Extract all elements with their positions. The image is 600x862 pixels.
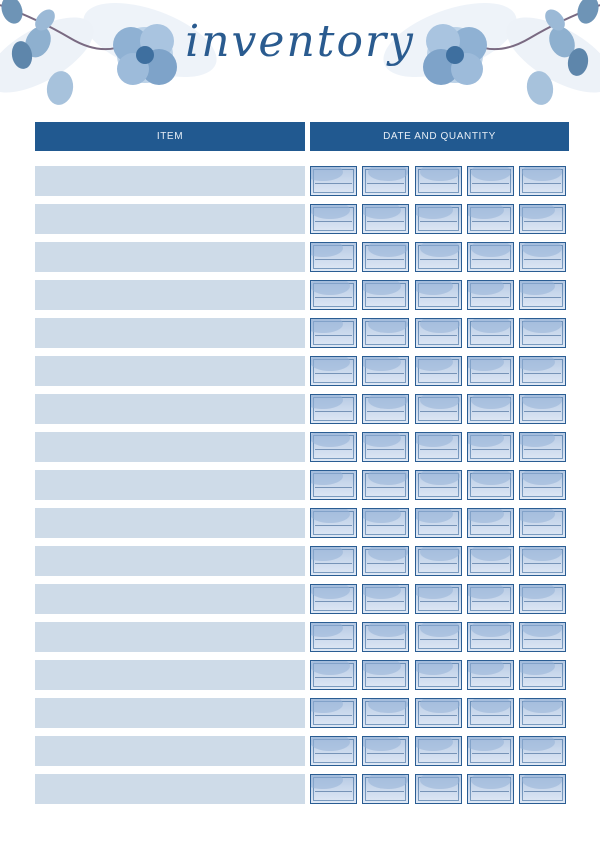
date-quantity-box[interactable] [415, 660, 462, 690]
watercolor-wash-decoration [415, 432, 453, 447]
watercolor-wash-decoration [420, 242, 460, 257]
date-quantity-box[interactable] [362, 318, 409, 348]
watercolor-wash-decoration [467, 280, 504, 295]
item-entry-field[interactable] [35, 546, 305, 576]
date-quantity-column-header: DATE AND QUANTITY [310, 122, 569, 151]
watercolor-wash-decoration [310, 204, 350, 219]
watercolor-wash-decoration [368, 698, 408, 713]
watercolor-wash-decoration [362, 736, 401, 751]
date-quantity-box[interactable] [362, 546, 409, 576]
date-quantity-box[interactable] [467, 698, 514, 728]
date-quantity-box[interactable] [467, 546, 514, 576]
watercolor-wash-decoration [420, 622, 460, 637]
date-quantity-box[interactable] [310, 508, 357, 538]
date-quantity-box[interactable] [467, 508, 514, 538]
watercolor-wash-decoration [519, 736, 555, 751]
watercolor-wash-decoration [310, 622, 343, 637]
watercolor-wash-decoration [362, 660, 401, 675]
watercolor-wash-decoration [368, 318, 408, 333]
date-quantity-box[interactable] [519, 318, 566, 348]
date-quantity-box[interactable] [519, 166, 566, 196]
date-quantity-box[interactable] [467, 432, 514, 462]
date-quantity-box[interactable] [310, 736, 357, 766]
date-quantity-box[interactable] [519, 356, 566, 386]
watercolor-wash-decoration [522, 394, 562, 409]
watercolor-wash-decoration [467, 508, 504, 523]
watercolor-wash-decoration [415, 584, 453, 599]
item-entry-field[interactable] [35, 698, 305, 728]
watercolor-wash-decoration [368, 622, 408, 637]
date-quantity-box[interactable] [362, 736, 409, 766]
watercolor-wash-decoration [415, 204, 453, 219]
watercolor-wash-decoration [415, 508, 453, 523]
date-quantity-box[interactable] [362, 508, 409, 538]
watercolor-wash-decoration [415, 736, 453, 751]
item-entry-field[interactable] [35, 432, 305, 462]
item-entry-field[interactable] [35, 166, 305, 196]
date-quantity-box[interactable] [415, 584, 462, 614]
date-quantity-box[interactable] [310, 774, 357, 804]
item-entry-field[interactable] [35, 660, 305, 690]
date-quantity-box[interactable] [519, 204, 566, 234]
date-quantity-box[interactable] [467, 660, 514, 690]
date-quantity-box[interactable] [519, 508, 566, 538]
date-quantity-box[interactable] [362, 280, 409, 310]
watercolor-wash-decoration [471, 774, 511, 789]
date-quantity-box[interactable] [310, 318, 357, 348]
date-quantity-box[interactable] [519, 432, 566, 462]
table-row [0, 470, 600, 500]
item-entry-field[interactable] [35, 584, 305, 614]
table-row [0, 318, 600, 348]
watercolor-wash-decoration [420, 546, 460, 561]
watercolor-wash-decoration [310, 546, 343, 561]
watercolor-wash-decoration [310, 432, 350, 447]
watercolor-wash-decoration [522, 622, 562, 637]
watercolor-wash-decoration [522, 318, 562, 333]
page-title: inventory [185, 16, 415, 67]
watercolor-wash-decoration [362, 508, 401, 523]
watercolor-wash-decoration [471, 318, 511, 333]
date-quantity-box[interactable] [467, 584, 514, 614]
table-row [0, 242, 600, 272]
date-quantity-box[interactable] [310, 546, 357, 576]
date-quantity-box[interactable] [310, 584, 357, 614]
table-row [0, 280, 600, 310]
date-quantity-box[interactable] [519, 622, 566, 652]
watercolor-wash-decoration [471, 166, 511, 181]
date-quantity-box[interactable] [467, 356, 514, 386]
date-quantity-box[interactable] [519, 546, 566, 576]
date-quantity-box[interactable] [362, 584, 409, 614]
date-quantity-box[interactable] [310, 242, 357, 272]
date-quantity-box[interactable] [310, 698, 357, 728]
item-column-header: ITEM [35, 122, 305, 151]
date-quantity-box[interactable] [415, 736, 462, 766]
date-quantity-box[interactable] [362, 622, 409, 652]
date-quantity-box[interactable] [362, 432, 409, 462]
watercolor-wash-decoration [471, 698, 511, 713]
date-quantity-box[interactable] [415, 166, 462, 196]
table-row [0, 774, 600, 804]
watercolor-wash-decoration [467, 356, 504, 371]
watercolor-wash-decoration [310, 470, 343, 485]
date-quantity-box[interactable] [310, 166, 357, 196]
item-entry-field[interactable] [35, 318, 305, 348]
date-quantity-box[interactable] [310, 356, 357, 386]
item-entry-field[interactable] [35, 204, 305, 234]
date-quantity-box[interactable] [519, 584, 566, 614]
date-quantity-box[interactable] [467, 166, 514, 196]
watercolor-wash-decoration [310, 508, 350, 523]
table-row [0, 166, 600, 196]
watercolor-wash-decoration [420, 698, 460, 713]
table-row [0, 622, 600, 652]
watercolor-wash-decoration [519, 584, 555, 599]
date-quantity-box[interactable] [415, 546, 462, 576]
watercolor-wash-decoration [420, 774, 460, 789]
table-row [0, 432, 600, 462]
watercolor-wash-decoration [519, 508, 555, 523]
table-row [0, 660, 600, 690]
watercolor-wash-decoration [522, 698, 562, 713]
table-row [0, 584, 600, 614]
table-row [0, 508, 600, 538]
watercolor-wash-decoration [420, 166, 460, 181]
date-quantity-box[interactable] [467, 736, 514, 766]
date-quantity-box[interactable] [467, 470, 514, 500]
date-quantity-box[interactable] [415, 698, 462, 728]
date-quantity-box[interactable] [415, 280, 462, 310]
date-quantity-box[interactable] [467, 280, 514, 310]
table-row [0, 736, 600, 766]
watercolor-wash-decoration [368, 470, 408, 485]
watercolor-wash-decoration [420, 394, 460, 409]
date-quantity-box[interactable] [519, 280, 566, 310]
watercolor-wash-decoration [368, 546, 408, 561]
watercolor-wash-decoration [415, 356, 453, 371]
date-quantity-box[interactable] [519, 242, 566, 272]
watercolor-wash-decoration [310, 242, 343, 257]
watercolor-wash-decoration [522, 242, 562, 257]
watercolor-wash-decoration [310, 660, 350, 675]
date-quantity-box[interactable] [467, 774, 514, 804]
watercolor-wash-decoration [310, 280, 350, 295]
watercolor-wash-decoration [522, 166, 562, 181]
date-quantity-box[interactable] [415, 508, 462, 538]
watercolor-wash-decoration [310, 394, 343, 409]
watercolor-wash-decoration [467, 204, 504, 219]
date-quantity-box[interactable] [415, 622, 462, 652]
date-quantity-box[interactable] [519, 736, 566, 766]
table-row [0, 546, 600, 576]
date-quantity-box[interactable] [362, 698, 409, 728]
date-quantity-box[interactable] [415, 394, 462, 424]
watercolor-wash-decoration [522, 546, 562, 561]
watercolor-wash-decoration [362, 204, 401, 219]
watercolor-wash-decoration [471, 622, 511, 637]
watercolor-wash-decoration [310, 698, 343, 713]
date-quantity-box[interactable] [415, 242, 462, 272]
date-quantity-box[interactable] [310, 470, 357, 500]
watercolor-wash-decoration [310, 318, 343, 333]
item-entry-field[interactable] [35, 508, 305, 538]
date-quantity-box[interactable] [362, 356, 409, 386]
date-quantity-box[interactable] [362, 470, 409, 500]
watercolor-wash-decoration [467, 432, 504, 447]
table-row [0, 356, 600, 386]
watercolor-wash-decoration [519, 432, 555, 447]
date-quantity-box[interactable] [467, 622, 514, 652]
date-quantity-box[interactable] [415, 774, 462, 804]
watercolor-wash-decoration [522, 774, 562, 789]
item-entry-field[interactable] [35, 280, 305, 310]
date-quantity-box[interactable] [415, 318, 462, 348]
item-entry-field[interactable] [35, 394, 305, 424]
watercolor-wash-decoration [415, 660, 453, 675]
watercolor-wash-decoration [467, 660, 504, 675]
watercolor-wash-decoration [420, 470, 460, 485]
watercolor-wash-decoration [467, 736, 504, 751]
date-quantity-box[interactable] [415, 432, 462, 462]
watercolor-wash-decoration [310, 356, 350, 371]
date-quantity-box[interactable] [310, 622, 357, 652]
watercolor-wash-decoration [362, 432, 401, 447]
watercolor-wash-decoration [310, 736, 350, 751]
date-quantity-box[interactable] [310, 432, 357, 462]
date-quantity-box[interactable] [362, 660, 409, 690]
watercolor-wash-decoration [420, 318, 460, 333]
date-quantity-box[interactable] [519, 470, 566, 500]
watercolor-wash-decoration [519, 660, 555, 675]
watercolor-wash-decoration [471, 470, 511, 485]
date-quantity-box[interactable] [415, 470, 462, 500]
item-entry-field[interactable] [35, 470, 305, 500]
watercolor-wash-decoration [368, 394, 408, 409]
date-quantity-box[interactable] [519, 660, 566, 690]
table-row [0, 698, 600, 728]
item-entry-field[interactable] [35, 622, 305, 652]
watercolor-wash-decoration [519, 356, 555, 371]
watercolor-wash-decoration [519, 280, 555, 295]
date-quantity-box[interactable] [310, 660, 357, 690]
watercolor-wash-decoration [519, 204, 555, 219]
date-quantity-box[interactable] [467, 204, 514, 234]
date-quantity-box[interactable] [415, 204, 462, 234]
watercolor-wash-decoration [522, 470, 562, 485]
watercolor-wash-decoration [471, 242, 511, 257]
watercolor-wash-decoration [467, 584, 504, 599]
date-quantity-box[interactable] [310, 280, 357, 310]
date-quantity-box[interactable] [362, 394, 409, 424]
date-quantity-box[interactable] [415, 356, 462, 386]
date-quantity-box[interactable] [467, 394, 514, 424]
date-quantity-box[interactable] [362, 774, 409, 804]
table-row [0, 204, 600, 234]
watercolor-wash-decoration [362, 584, 401, 599]
date-quantity-box[interactable] [310, 394, 357, 424]
date-quantity-box[interactable] [362, 166, 409, 196]
watercolor-wash-decoration [471, 394, 511, 409]
watercolor-wash-decoration [310, 166, 343, 181]
item-entry-field[interactable] [35, 242, 305, 272]
date-quantity-box[interactable] [362, 242, 409, 272]
watercolor-wash-decoration [471, 546, 511, 561]
date-quantity-box[interactable] [362, 204, 409, 234]
watercolor-wash-decoration [368, 166, 408, 181]
date-quantity-box[interactable] [467, 242, 514, 272]
watercolor-wash-decoration [415, 280, 453, 295]
watercolor-wash-decoration [368, 774, 408, 789]
item-entry-field[interactable] [35, 774, 305, 804]
watercolor-wash-decoration [362, 356, 401, 371]
watercolor-wash-decoration [362, 280, 401, 295]
watercolor-wash-decoration [310, 584, 350, 599]
date-quantity-box[interactable] [310, 204, 357, 234]
item-entry-field[interactable] [35, 736, 305, 766]
date-quantity-box[interactable] [519, 774, 566, 804]
table-row [0, 394, 600, 424]
date-quantity-box[interactable] [519, 698, 566, 728]
date-quantity-box[interactable] [519, 394, 566, 424]
item-entry-field[interactable] [35, 356, 305, 386]
date-quantity-box[interactable] [467, 318, 514, 348]
watercolor-wash-decoration [310, 774, 343, 789]
watercolor-wash-decoration [368, 242, 408, 257]
